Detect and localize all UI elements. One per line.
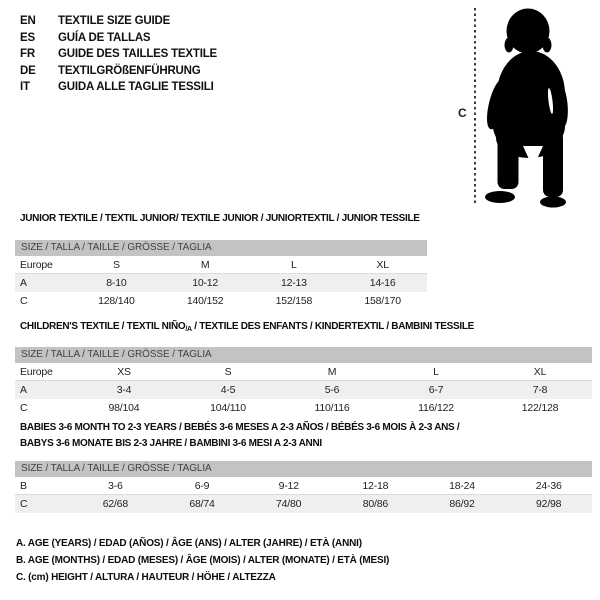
height-cell: 122/128 [521,402,559,414]
size-cell: S [224,366,232,378]
row-label: C [20,498,28,510]
size-cell: M [200,259,210,271]
row-label: C [20,295,28,307]
guide-title: TEXTILE SIZE GUIDE [58,15,171,27]
section-title-junior: JUNIOR TEXTILE / TEXTIL JUNIOR/ TEXTILE JUNIOR / JUNIORTEXTIL / JUNIOR TESSILE [20,213,420,224]
age-cell: 8-10 [106,277,127,289]
section-title-babies [20,420,459,452]
row-label: B [20,480,27,492]
age-cell: 3-4 [116,384,132,396]
height-cell: 158/170 [364,295,401,307]
table-row-age [15,274,427,292]
babies-size-table [15,461,592,513]
size-cell: XL [533,366,547,378]
section-title-text: / TEXTILE DES ENFANTS / KINDERTEXTIL / BAMBINI TESSILE [191,321,475,332]
section-title-children [20,319,474,336]
height-cell: 68/74 [189,498,215,510]
height-cell: 98/104 [108,402,140,414]
footnote-age-months: B. AGE (MONTHS) / EDAD (MESES) / ÂGE (MOIS) / ALTER (MONATE) / ETÀ (MESI) [16,554,390,566]
language-row [20,13,217,30]
height-cell: 62/68 [102,498,128,510]
age-cell: 12-13 [280,277,307,289]
table-row-height [15,495,592,513]
language-code: IT [20,81,30,93]
months-cell: 12-18 [362,480,389,492]
language-guide [20,13,217,96]
age-cell: 6-7 [428,384,444,396]
height-measure-line [474,8,476,206]
size-cell: XL [376,259,389,271]
row-label: Europe [20,366,53,378]
footnotes [16,536,389,586]
table-row-height [15,399,592,417]
language-row [20,63,217,80]
height-cell: 92/98 [536,498,562,510]
table-row-age [15,381,592,399]
age-cell: 7-8 [532,384,548,396]
baby-silhouette-icon [483,6,598,208]
height-cell: 140/152 [186,295,224,307]
size-cell: L [433,366,439,378]
row-label: A [20,277,27,289]
section-title-subscript: /A [185,326,192,333]
months-cell: 24-36 [535,480,562,492]
row-label: Europe [20,259,53,271]
junior-size-table [15,240,427,310]
size-cell: L [291,259,297,271]
children-size-table [15,347,592,417]
footnote-height: C. (cm) HEIGHT / ALTURA / HAUTEUR / HÖHE / ALTEZZA [16,571,276,583]
size-cell: M [327,366,337,378]
language-code: ES [20,31,35,44]
footnote-age-years: A. AGE (YEARS) / EDAD (AÑOS) / ÂGE (ANS) / ALTER (JAHRE) / ETÀ (ANNI) [16,538,362,549]
months-cell: 3-6 [108,480,123,492]
language-row [20,79,217,96]
row-label: A [20,384,27,396]
language-code: FR [20,48,35,60]
guide-title: GUÍA DE TALLAS [58,31,151,44]
section-title-line1: BABIES 3-6 MONTH TO 2-3 YEARS / BEBÉS 3-6 MESES A 2-3 AÑOS / BÉBÉS 3-6 MOIS À 2-3 ANS / [20,422,460,433]
height-cell: 80/86 [362,498,388,510]
height-cell: 128/140 [98,295,135,307]
age-cell: 4-5 [220,384,236,396]
language-row [20,46,217,63]
guide-title: GUIDE DES TAILLES TEXTILE [58,48,217,60]
height-measure-label: C [458,106,467,120]
age-cell: 10-12 [192,277,219,289]
height-cell: 116/122 [418,402,454,414]
table-row-months [15,477,592,495]
size-cell: XS [117,366,131,378]
size-cell: S [112,259,120,271]
section-title-line2: BABYS 3-6 MONATE BIS 2-3 JAHRE / BAMBINI 3-6 MESI A 2-3 ANNI [20,438,322,449]
language-code: DE [20,64,36,77]
height-cell: 152/158 [275,295,313,307]
table-row-europe [15,363,592,381]
months-cell: 6-9 [194,480,210,492]
age-cell: 5-6 [324,384,340,396]
table-row-europe [15,256,427,274]
height-cell: 74/80 [276,498,302,510]
size-header-bar: SIZE / TALLA / TAILLE / GRÖSSE / TAGLIA [15,347,592,363]
section-title-text: CHILDREN'S TEXTILE / TEXTIL NIÑO [20,321,186,332]
table-row-height [15,292,427,310]
size-header-bar: SIZE / TALLA / TAILLE / GRÖSSE / TAGLIA [15,461,592,477]
size-header-bar: SIZE / TALLA / TAILLE / GRÖSSE / TAGLIA [15,240,427,256]
guide-title: GUIDA ALLE TAGLIE TESSILI [58,81,214,93]
row-label: C [20,402,28,414]
months-cell: 9-12 [278,480,299,492]
months-cell: 18-24 [449,480,475,492]
height-cell: 104/110 [210,402,246,414]
language-row [20,30,217,47]
language-code: EN [20,15,36,27]
age-cell: 14-16 [369,277,396,289]
guide-title: TEXTILGRÖßENFÜHRUNG [58,64,201,77]
height-cell: 110/116 [314,402,350,414]
height-cell: 86/92 [449,498,475,510]
